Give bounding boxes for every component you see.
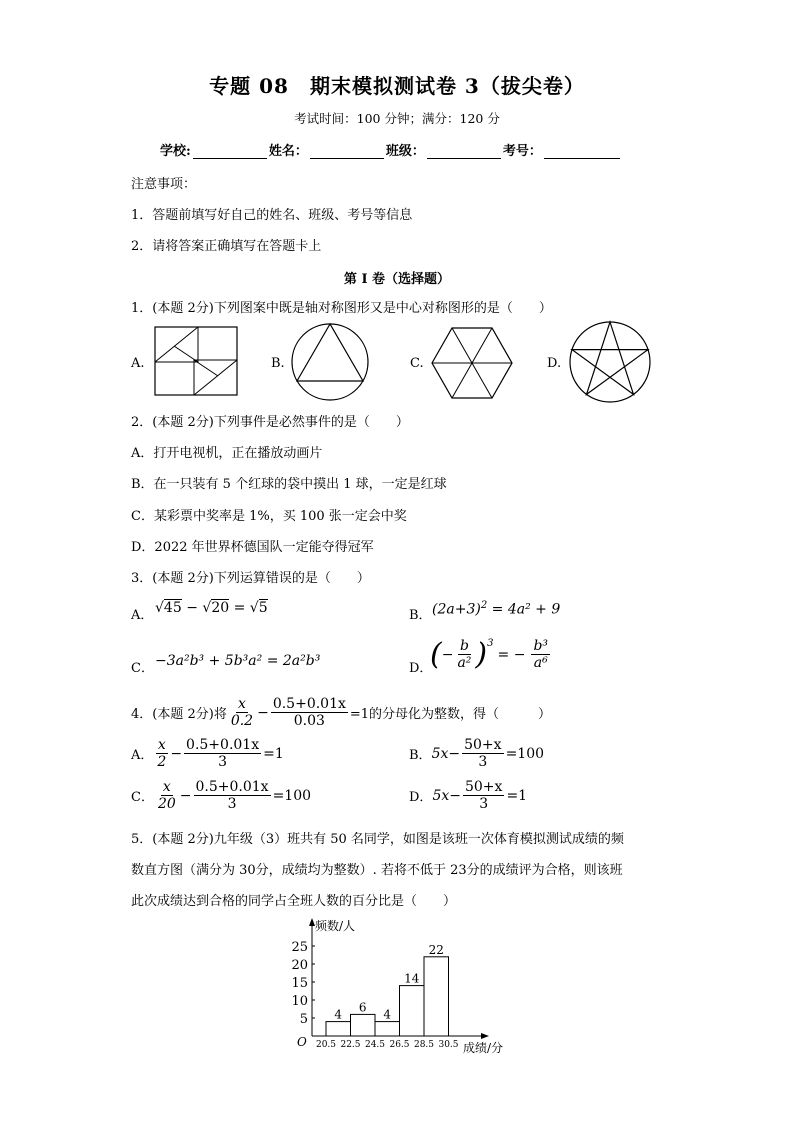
q4c-n1: x: [162, 779, 171, 795]
y-tick-label: 20: [291, 958, 308, 973]
q4c-frac-1: [156, 779, 178, 812]
q1-option-c-label[interactable]: C.: [410, 356, 424, 371]
page-title: 专题 08 期末模拟测试卷 3（拔尖卷）: [209, 74, 585, 98]
q1-option-a-label[interactable]: A.: [131, 356, 145, 371]
y-tick-label: 5: [299, 1012, 308, 1027]
q3a-minus: −: [186, 600, 198, 616]
q4-f2-num: 0.5+0.01x: [272, 696, 346, 712]
q1-figure-c-hexagon: [430, 326, 514, 400]
q4d-d2: 3: [479, 796, 489, 812]
q4-minus: −: [257, 704, 269, 721]
q5-line-3: 此次成绩达到合格的同学占全班人数的百分比是（ ）: [131, 894, 457, 909]
bar-value-label: 6: [358, 1000, 367, 1015]
q3b-exponent: 2: [480, 600, 488, 611]
q4c-rhs: =100: [272, 787, 312, 804]
class-label: 班级：: [385, 144, 425, 159]
bar-value-label: 22: [428, 942, 444, 957]
school-label: 学校:: [160, 144, 191, 159]
q4d-rhs: =1: [506, 787, 528, 804]
q4c-label: C．: [131, 790, 154, 805]
q3b-rhs: = 4a² + 9: [491, 601, 561, 618]
q4b-rhs: =100: [505, 745, 545, 762]
q1-figure-b-circle-triangle: [290, 322, 370, 402]
section-title: 第 I 卷（选择题）: [343, 272, 451, 287]
q5-line-2: 数直方图（满分为 30分，成绩均为整数）. 若将不低于 23分的成绩评为合格，则该班: [131, 863, 623, 878]
bar-value-label: 4: [383, 1007, 392, 1022]
q5-line-1: 5．(本题 2分)九年级（3）班共有 50 名同学，如图是该班一次体育模拟测试成绩的频: [131, 832, 624, 847]
q4-f2-den: 0.03: [293, 713, 325, 729]
bar-value-label: 4: [334, 1007, 343, 1022]
histogram-bar: [375, 1022, 400, 1036]
exam-info: 考试时间：100 分钟；满分：120 分: [294, 111, 500, 126]
q4b-pre: 5x−: [431, 745, 461, 762]
q3d-rhs-num: b³: [533, 638, 549, 654]
x-tick-label: 22.5: [340, 1040, 361, 1050]
q4d-label: D．: [409, 790, 433, 805]
note-item-2: 2．请将答案正确填写在答题卡上: [131, 239, 322, 254]
q4a-d2: 3: [218, 754, 228, 770]
q3d-den: a²: [457, 655, 472, 671]
q4a-frac-2: [184, 737, 261, 770]
q3-option-b-expr: [432, 600, 560, 618]
origin-label: O: [297, 1035, 307, 1049]
q4a-n2: 0.5+0.01x: [186, 737, 260, 753]
x-tick-label: 28.5: [413, 1040, 435, 1050]
q4b-n2: 50+x: [464, 737, 502, 753]
q4-option-a[interactable]: A． $\frac{x}{2}$ − $\frac{0.5+0.01x}{3}$ =1: [131, 737, 284, 770]
q4-option-c[interactable]: C． $\frac{x}{20}$ − $\frac{0.5+0.01x}{3}$ =100: [131, 779, 312, 812]
q4-fraction-2: [271, 696, 348, 729]
q3-option-d-expr: [430, 638, 552, 671]
q4c-frac-2: [194, 779, 271, 812]
q4-fraction-1: [229, 696, 255, 729]
q4c-n2: 0.5+0.01x: [195, 779, 269, 795]
y-tick-label: 25: [291, 940, 308, 955]
q4-stem: [131, 696, 551, 729]
q4b-d2: 3: [478, 754, 488, 770]
q3d-close-paren: ): [475, 636, 488, 672]
q4b-label: B．: [409, 748, 432, 763]
name-label: 姓名：: [268, 144, 308, 159]
q4a-n1: x: [157, 737, 166, 753]
q4d-frac: [463, 779, 504, 812]
q4a-frac-1: [155, 737, 168, 770]
x-tick-label: 30.5: [438, 1040, 459, 1050]
student-info-fields: [160, 140, 622, 159]
q3a-radicand-1: 45: [163, 600, 182, 616]
q1-option-b-label[interactable]: B.: [271, 356, 285, 371]
q4-f1-num: x: [238, 696, 246, 712]
q1-stem: 1．(本题 2分)下列图案中既是轴对称图形又是中心对称图形的是（ ）: [131, 301, 552, 316]
q4b-frac: [462, 737, 503, 770]
x-axis-arrow: [481, 1033, 489, 1039]
q1-figure-d-pentagram-circle: [568, 320, 652, 404]
histogram-bar: [351, 1014, 376, 1036]
histogram-bar: [400, 986, 425, 1036]
q3d-open-paren: (: [430, 636, 442, 672]
q3-option-c-expr: −3a²b³ + 5b³a² = 2a²b³: [155, 653, 321, 669]
q2-option-c[interactable]: C．某彩票中奖率是 1%，买 100 张一定会中奖: [131, 509, 407, 524]
x-tick-label: 20.5: [315, 1040, 337, 1050]
x-tick-label: 26.5: [389, 1040, 410, 1050]
q3-option-c-label[interactable]: C．: [131, 661, 154, 676]
y-tick-label: 10: [291, 994, 308, 1009]
q4a-d1: 2: [157, 754, 167, 770]
q5-histogram: [270, 912, 530, 1062]
q3-option-d-label[interactable]: D．: [409, 661, 433, 676]
q3-option-a-expr: √45 − √20 = √5: [155, 600, 268, 616]
q1-figure-a-pinwheel-square: [154, 326, 240, 398]
q3a-equals: =: [233, 600, 246, 616]
q3d-rhs-den: a⁶: [533, 655, 548, 671]
note-item-1: 1．答题前填写好自己的姓名、班级、考号等信息: [131, 208, 413, 223]
q3a-radicand-3: 5: [258, 600, 268, 616]
q4a-rhs: =1: [263, 745, 284, 762]
y-axis-title: 频数/人: [315, 919, 356, 933]
notes-heading: 注意事项：: [131, 177, 197, 192]
class-blank[interactable]: [427, 144, 501, 159]
q1-option-d-label[interactable]: D.: [547, 356, 562, 371]
q3d-minus: −: [441, 646, 454, 663]
q3-option-b-label[interactable]: B．: [409, 608, 432, 623]
q3-stem: 3．(本题 2分)下列运算错误的是（ ）: [131, 571, 370, 586]
school-blank[interactable]: [193, 144, 267, 159]
q3b-base: (2a+3): [432, 601, 481, 618]
q4-f1-den: 0.2: [230, 713, 254, 729]
y-tick-label: 15: [291, 976, 308, 991]
q3-option-a-label[interactable]: A．: [131, 608, 154, 623]
q2-option-b[interactable]: B．在一只装有 5 个红球的袋中摸出 1 球，一定是红球: [131, 477, 447, 492]
x-axis-title: 成绩/分: [463, 1041, 504, 1055]
exam-number-blank[interactable]: [544, 144, 620, 159]
x-tick-label: 24.5: [364, 1040, 386, 1050]
q4-option-b[interactable]: [409, 737, 544, 770]
q2-option-d[interactable]: D．2022 年世界杯德国队一定能夺得冠军: [131, 540, 374, 555]
q4d-n2: 50+x: [464, 779, 503, 795]
name-blank[interactable]: [310, 144, 384, 159]
q3d-num: b: [459, 638, 469, 654]
q3d-exponent: 3: [487, 638, 494, 649]
q2-stem: 2．(本题 2分)下列事件是必然事件的是（ ）: [131, 415, 409, 430]
q4d-pre: 5x−: [432, 787, 461, 804]
q4c-d1: 20: [157, 796, 176, 812]
histogram-bar: [424, 957, 449, 1036]
bar-value-label: 14: [404, 971, 420, 986]
q3a-radicand-2: 20: [211, 600, 230, 616]
histogram-bar: [326, 1022, 351, 1036]
q3d-equals: = −: [497, 646, 526, 663]
q2-option-a[interactable]: A．打开电视机，正在播放动画片: [131, 446, 323, 461]
exam-number-label: 考号：: [502, 144, 542, 159]
q3d-fraction: [455, 638, 473, 671]
q4a-label: A．: [131, 748, 154, 763]
q3d-rhs-fraction: [531, 638, 550, 671]
q4-prefix: 4．(本题 2分)将: [131, 707, 227, 722]
q4-option-d[interactable]: [409, 779, 527, 812]
q4-suffix: =1的分母化为整数，得（ ）: [349, 707, 552, 722]
q4c-d2: 3: [227, 796, 237, 812]
